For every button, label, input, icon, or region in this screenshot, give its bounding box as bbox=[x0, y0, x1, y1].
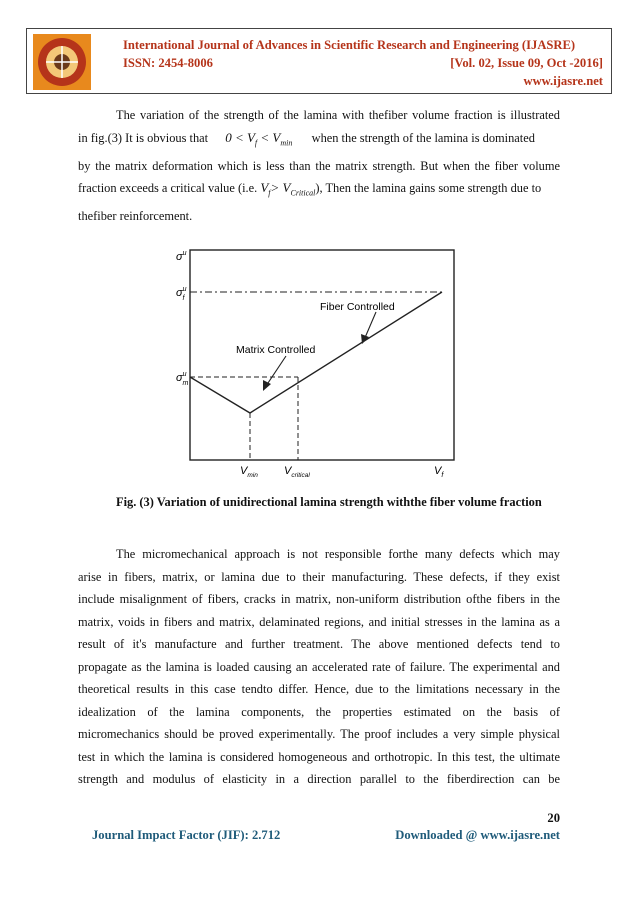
journal-header bbox=[26, 28, 612, 94]
ijasre-logo-icon bbox=[33, 34, 91, 90]
download-source[interactable]: Downloaded @ www.ijasre.net bbox=[395, 828, 560, 842]
x-label-vcritical: $V_{critical}$ bbox=[284, 465, 310, 479]
journal-volume: [Vol. 02, Issue 09, Oct -2016] bbox=[450, 56, 603, 70]
text-line: thefiber reinforcement. bbox=[78, 209, 193, 224]
text-line: idealization of the lamina components, the properties estimated on the basis of bbox=[78, 704, 560, 719]
text-line: include misalignment of fibers, cracks in matrix, non-uniform distribution ofthe fibers in the bbox=[78, 592, 560, 606]
text-line: fraction exceeds a critical value (i.e. $V_f> V_{Critical}$), Then the lamina gains some strength due to bbox=[78, 180, 542, 198]
text-line: test in which the lamina is considered homogeneous and orthotropic. In this test, the ultimate bbox=[78, 749, 560, 764]
intro-paragraph bbox=[78, 104, 560, 228]
text-line: The micromechanical approach is not responsible forthe many defects which may bbox=[116, 547, 560, 561]
text-line: matrix, voids in fibers and matrix, delaminated regions, and initial stresses in the lamina as a bbox=[78, 614, 560, 629]
journal-issn: ISSN: 2454-8006 bbox=[123, 56, 213, 70]
text-line: arise in fibers, matrix, or lamina due to their manufacturing. These defects, if they exist bbox=[78, 569, 560, 584]
y-label-fiber: $\sigma^u$ f bbox=[176, 286, 187, 302]
text-line: result of it's manufacture and further treatment. The above mentioned defects tend to bbox=[78, 637, 560, 651]
figure-frame bbox=[190, 250, 454, 460]
text-line: propagate as the lamina is loaded causing an accelerated rate of failure. The experimental and bbox=[78, 659, 560, 674]
text-line: strength and modulus of elasticity in a direction parallel to the fiberdirection can be bbox=[78, 772, 560, 786]
matrix-controlled-label: Matrix Controlled bbox=[236, 344, 316, 356]
fiber-arrow bbox=[364, 312, 376, 340]
x-label-vmin: $V_{min}$ bbox=[240, 465, 258, 479]
fiber-controlled-label: Fiber Controlled bbox=[320, 301, 395, 313]
volume-fraction-condition: $0 < V_f < V_{min}$ bbox=[225, 129, 293, 148]
body-paragraph bbox=[78, 543, 560, 791]
journal-title: International Journal of Advances in Scientific Research and Engineering (IJASRE) bbox=[123, 38, 576, 52]
text-line: theoretical results in this case tendto differ. Hence, due to the limitations necessary in the bbox=[78, 682, 560, 696]
text-line: by the matrix deformation which is less than the matrix strength. But when the fiber volume bbox=[78, 158, 560, 173]
text-line: in fig.(3) It is obvious that $0 < V_f < V_{min}$ when the strength of the lamina is dominated bbox=[78, 129, 535, 148]
x-label-vf: $V_f$ bbox=[434, 465, 444, 479]
journal-website[interactable]: www.ijasre.net bbox=[523, 74, 603, 88]
figure-caption: Fig. (3) Variation of unidirectional lamina strength withthe fiber volume fraction bbox=[116, 495, 542, 509]
page-number: 20 bbox=[547, 811, 560, 825]
text-line: The variation of the strength of the lamina with thefiber volume fraction is illustrated bbox=[116, 108, 560, 122]
matrix-arrow bbox=[266, 356, 286, 386]
y-label-matrix: $\sigma^u$ m bbox=[176, 371, 189, 387]
text-line: micromechanics should be proved experimentally. The proof includes a very simple physical bbox=[78, 727, 560, 741]
y-label-top: $\sigma^u$ bbox=[176, 250, 187, 263]
impact-factor: Journal Impact Factor (JIF): 2.712 bbox=[92, 828, 281, 842]
strength-curve bbox=[190, 292, 442, 413]
strength-figure bbox=[176, 246, 458, 482]
